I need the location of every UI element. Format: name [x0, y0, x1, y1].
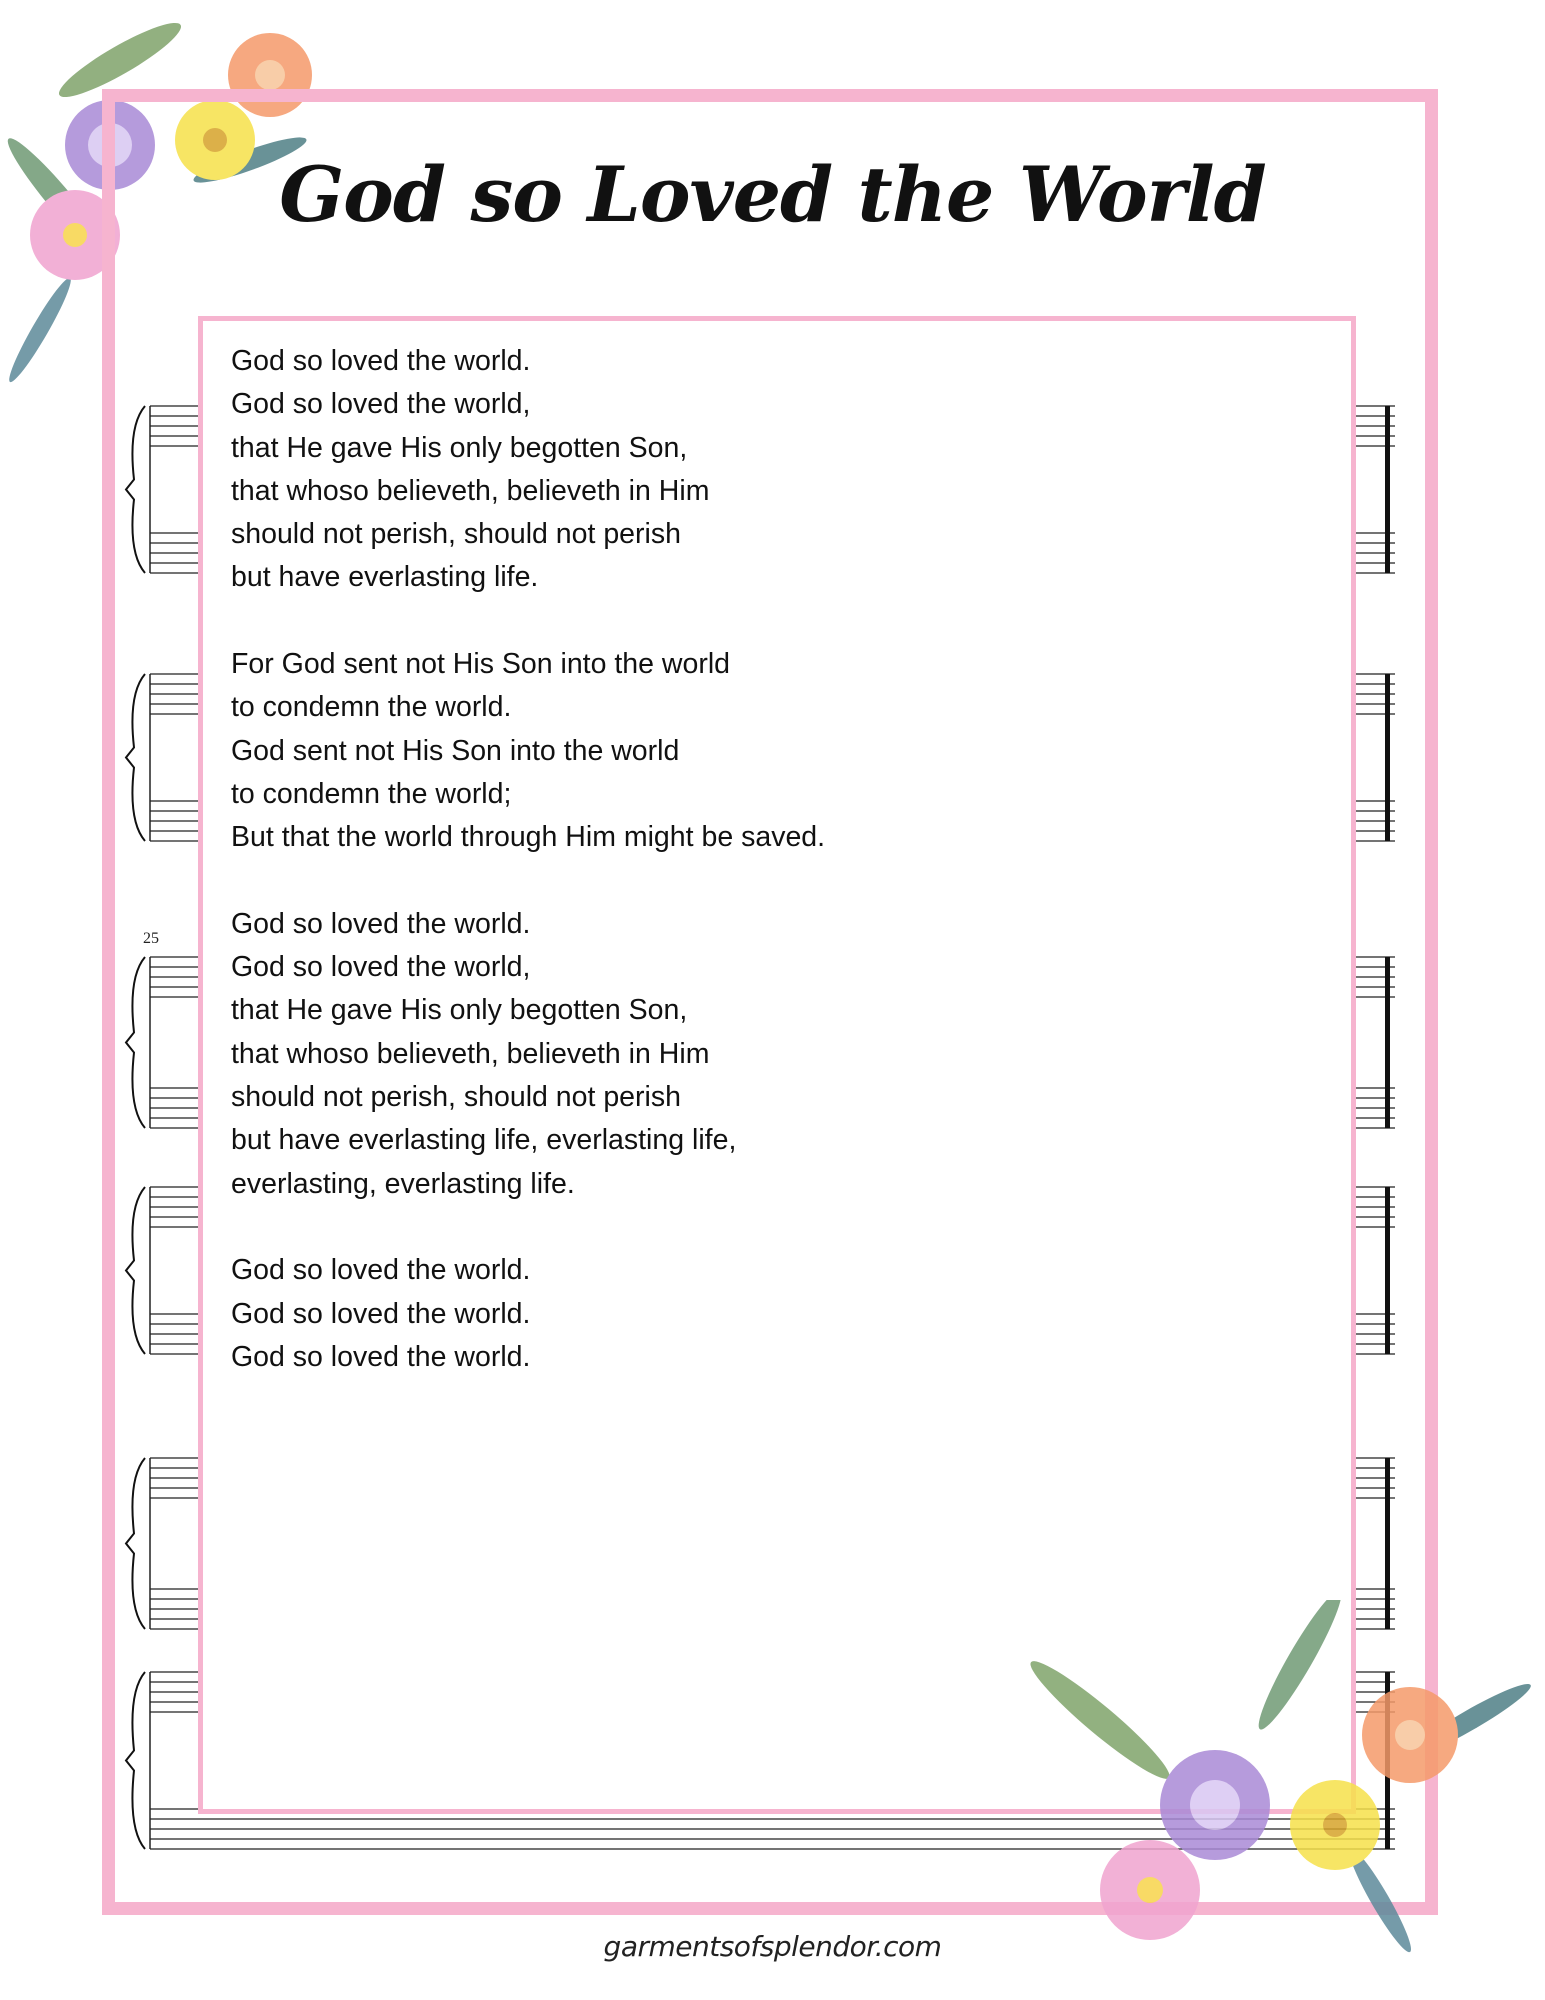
lyric-line: that He gave His only begotten Son,	[231, 431, 688, 464]
lyric-line: that whoso believeth, believeth in Him	[231, 1037, 710, 1070]
stanza-2	[231, 643, 825, 859]
lyrics	[231, 340, 825, 1422]
lyric-line: but have everlasting life, everlasting life,	[231, 1124, 737, 1157]
lyric-line: God so loved the world.	[231, 907, 531, 940]
lyric-line: God so loved the world.	[231, 1254, 531, 1287]
lyric-line: God so loved the world.	[231, 345, 531, 377]
stanza-1	[231, 340, 825, 600]
lyric-line: everlasting, everlasting life.	[231, 1167, 575, 1200]
page-title: God so Loved the World	[279, 150, 1266, 239]
website-footer: garmentsofsplendor.com	[603, 1930, 942, 1963]
measure-number: 25	[143, 930, 159, 947]
lyric-line: God so loved the world,	[231, 388, 531, 421]
lyric-line: that whoso believeth, believeth in Him	[231, 474, 710, 507]
stanza-3	[231, 903, 825, 1206]
lyric-line: should not perish, should not perish	[231, 1081, 681, 1114]
lyric-line: But that the world through Him might be saved.	[231, 821, 826, 854]
stanza-4	[231, 1249, 825, 1379]
lyric-line: that He gave His only begotten Son,	[231, 994, 688, 1027]
lyric-line: but have everlasting life.	[231, 561, 539, 594]
lyric-line: to condemn the world;	[231, 777, 512, 810]
lyric-line: should not perish, should not perish	[231, 518, 681, 551]
lyric-line: to condemn the world.	[231, 691, 512, 724]
lyric-line: God sent not His Son into the world	[231, 734, 680, 767]
lyric-line: God so loved the world,	[231, 951, 531, 984]
lyric-line: God so loved the world.	[231, 1297, 531, 1330]
lyric-line: For God sent not His Son into the world	[231, 648, 731, 681]
lyric-line: God so loved the world.	[231, 1340, 531, 1373]
